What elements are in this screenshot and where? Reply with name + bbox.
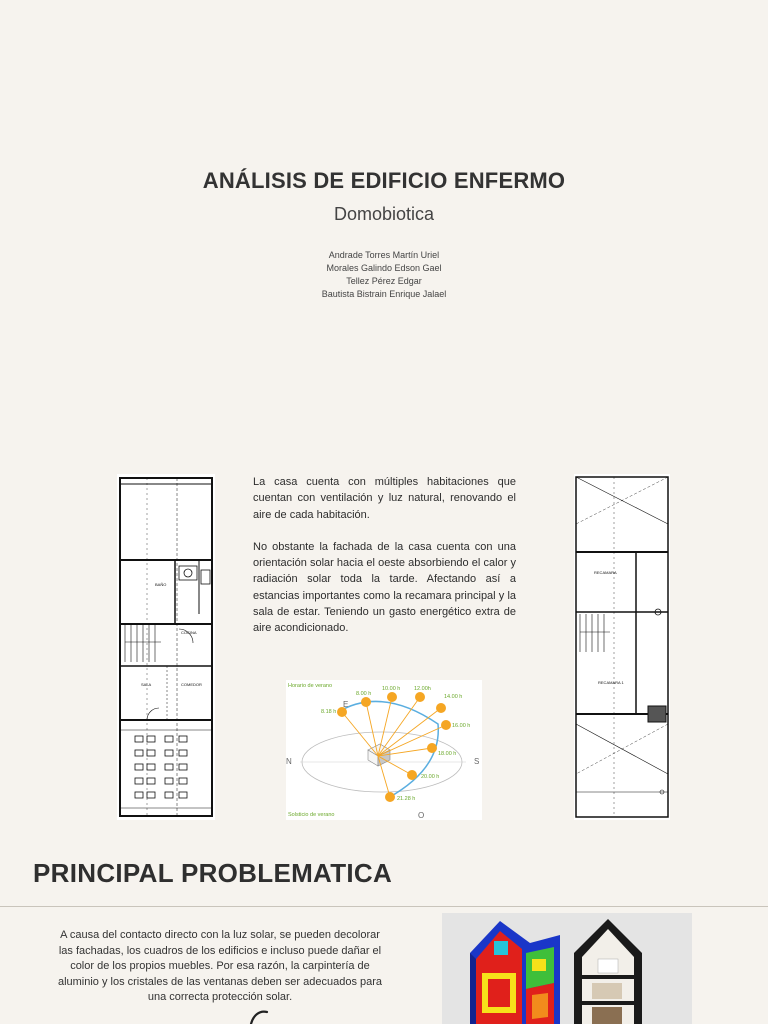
cardinal-label: O: [418, 811, 425, 820]
paragraph: La casa cuenta con múltiples habitaciones que cuentan con ventilación y luz natural, renovando el aire de cada habitación.: [253, 476, 516, 521]
section-building-model: [574, 919, 642, 1024]
cardinal-label: E: [343, 700, 349, 709]
room-label: SALA: [141, 682, 152, 687]
author-name: Morales Galindo Edson Gael: [326, 263, 442, 273]
room-label: COMEDOR: [181, 682, 202, 687]
room-label: RECAMARA: [594, 570, 617, 575]
author-name: Bautista Bistrain Enrique Jalael: [321, 289, 447, 299]
author-name: Andrade Torres Martín Uriel: [328, 250, 440, 260]
thermal-analysis-image: [442, 913, 692, 1024]
document-subtitle: Domobiotica: [333, 204, 435, 224]
room-label: COCINA: [181, 630, 197, 635]
time-label: 18.00 h: [438, 751, 457, 757]
diagram-label: Solsticio de verano: [288, 812, 335, 818]
time-label: 8.00 h: [356, 691, 372, 697]
time-label: 10.00 h: [382, 686, 401, 692]
diagram-label: Horario de verano: [288, 683, 333, 689]
thermal-building-model: [470, 921, 560, 1024]
cardinal-label: N: [286, 757, 292, 766]
sun-path-diagram: [286, 680, 482, 820]
floor-plan-drawing: [574, 474, 670, 820]
time-label: 14.00 h: [444, 694, 463, 700]
time-label: 20.00 h: [421, 774, 440, 780]
divider: [0, 906, 768, 907]
time-label: 16.00 h: [452, 723, 471, 729]
time-label: 21.28 h: [397, 796, 416, 802]
floor-plan-upper: [574, 474, 670, 820]
room-label: BAÑO: [155, 582, 167, 587]
sun-icon: [337, 692, 451, 802]
paragraph: No obstante la fachada de la casa cuenta con una orientación solar hacia el oeste absorbiendo el calor y radiación solar toda la tarde. Afectando así a estancias importantes como la recamara principal y la sala de estar. Teniendo un gasto energético extra de aire acondicionado.: [253, 540, 516, 635]
author-name: Tellez Pérez Edgar: [346, 276, 422, 286]
floor-plan-ground: [117, 474, 215, 820]
decorative-swirl: [245, 1008, 275, 1024]
section-heading: PRINCIPAL PROBLEMATICA: [33, 858, 393, 888]
problem-description: A causa del contacto directo con la luz solar, se pueden decolorar las fachadas, los cuadros de los edificios e incluso puede dañar el color de los propios muebles. Por esa razón, la carpintería de aluminio y los cristales de las ventanas deben ser adecuados para una correcta protección solar.: [57, 929, 383, 1003]
time-label: 8.18 h: [321, 709, 337, 715]
room-label: RECAMARA 1: [598, 680, 624, 685]
floor-plan-drawing: [117, 474, 215, 820]
time-label: 12.00h: [414, 686, 431, 692]
document-title: ANÁLISIS DE EDIFICIO ENFERMO: [202, 168, 566, 193]
description-text: [253, 474, 516, 653]
cardinal-label: S: [474, 757, 480, 766]
